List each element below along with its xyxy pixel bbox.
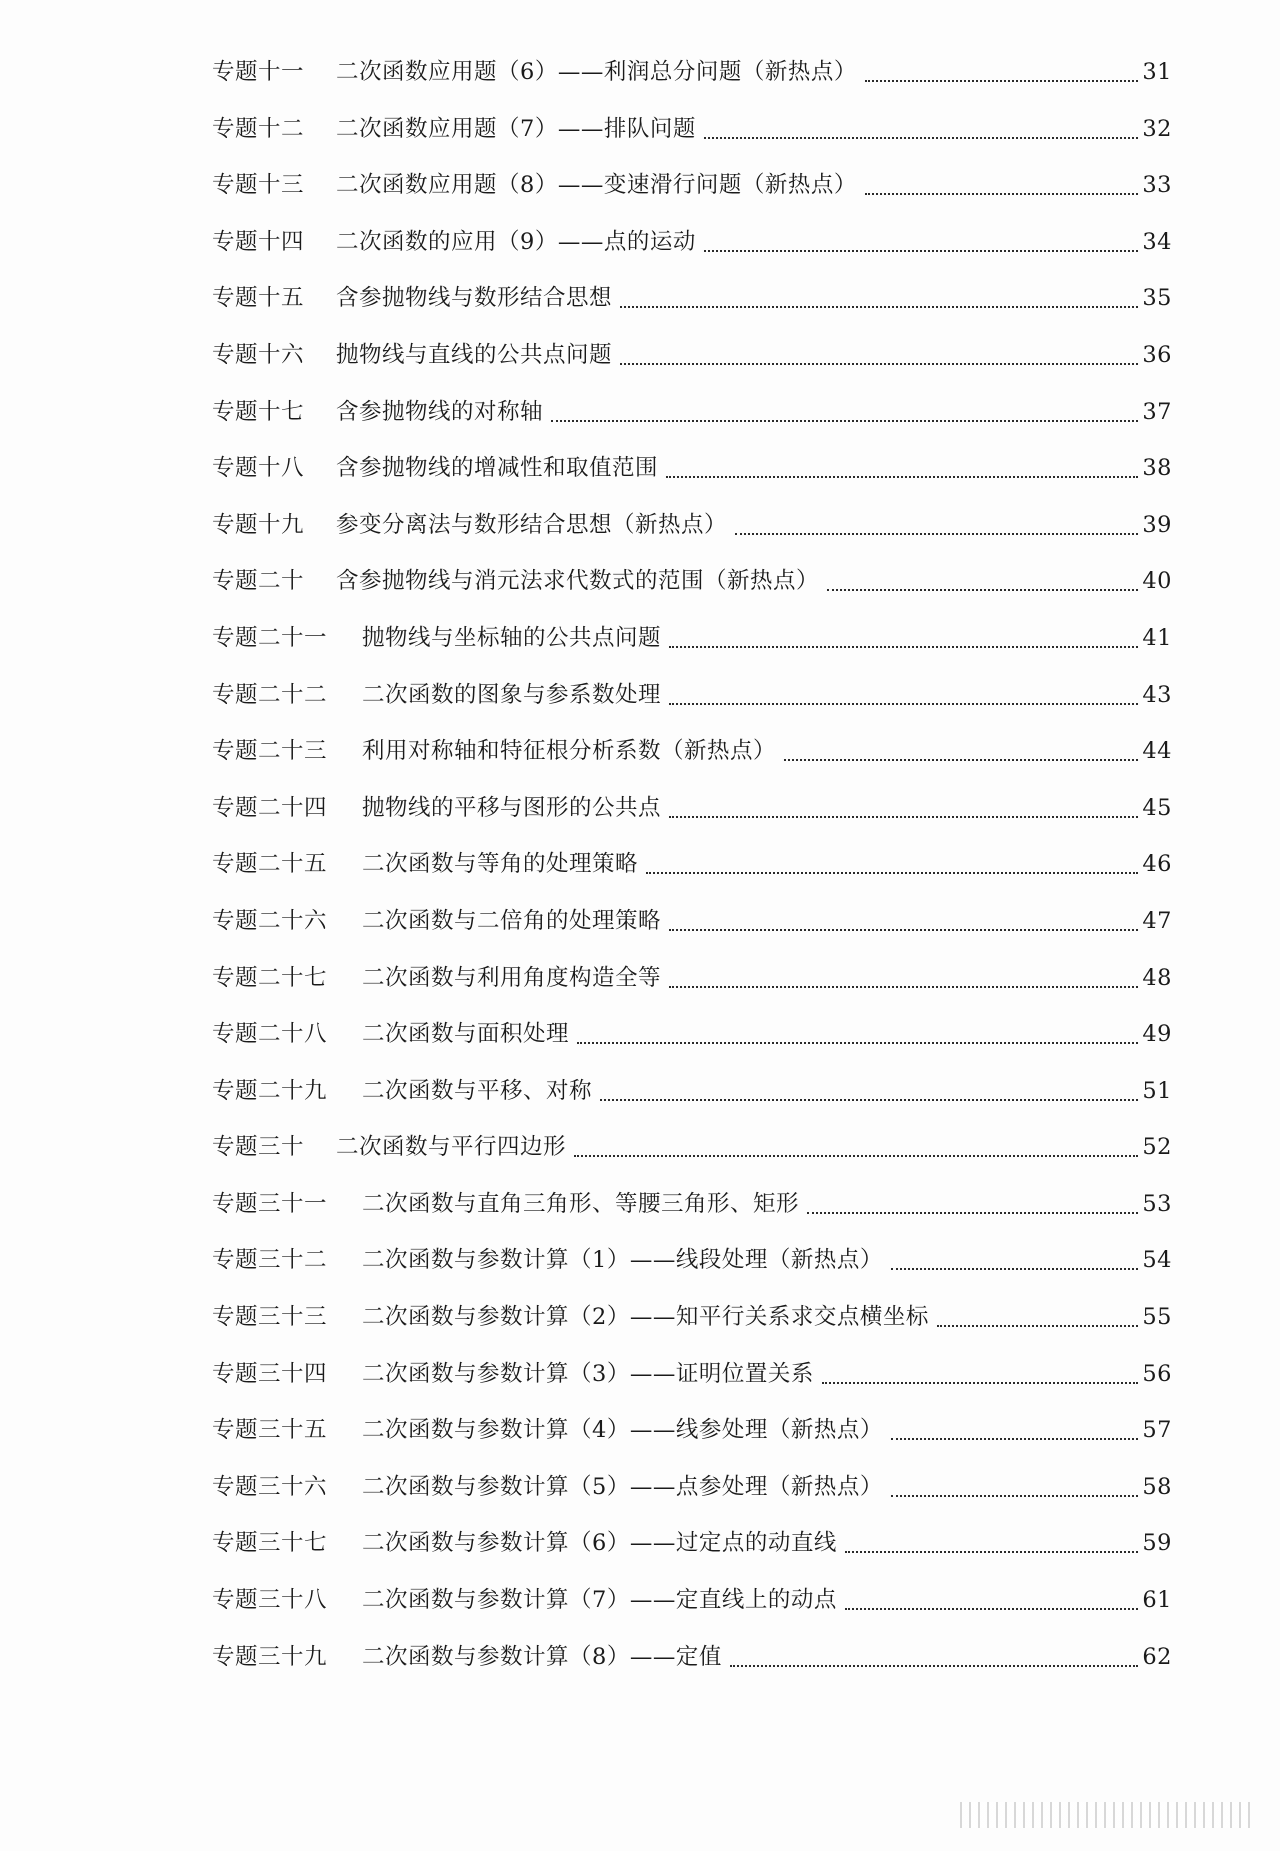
toc-dot-leader [669, 681, 1138, 705]
toc-entry-number: 专题三十二 [212, 1247, 328, 1274]
toc-dot-leader [577, 1020, 1138, 1044]
toc-entry-page-number: 61 [1142, 1587, 1172, 1614]
toc-entry [212, 794, 1172, 851]
toc-dot-leader [574, 1133, 1138, 1157]
toc-entry-number: 专题十四 [212, 228, 305, 255]
toc-entry-page-number: 56 [1142, 1360, 1172, 1387]
toc-dot-leader [827, 567, 1138, 591]
toc-entry-number: 专题二十四 [212, 794, 328, 821]
toc-entry-title: 二次函数与参数计算（4）——线参处理（新热点） [362, 1417, 883, 1444]
toc-entry-page-number: 38 [1142, 455, 1172, 482]
toc-entry-page-number: 45 [1142, 794, 1172, 821]
toc-entry [212, 1529, 1172, 1586]
toc-entry-page-number: 43 [1142, 681, 1172, 708]
toc-dot-leader [937, 1303, 1139, 1327]
toc-entry-title: 二次函数应用题（7）——排队问题 [336, 115, 696, 142]
toc-dot-leader [669, 907, 1138, 931]
toc-entry-page-number: 54 [1142, 1247, 1172, 1274]
toc-dot-leader [620, 284, 1138, 308]
toc-entry-number: 专题十六 [212, 341, 305, 368]
toc-entry-page-number: 32 [1142, 115, 1172, 142]
toc-dot-leader [784, 737, 1138, 761]
toc-entry-title: 含参抛物线的对称轴 [336, 398, 544, 425]
toc-entry-number: 专题三十七 [212, 1530, 328, 1557]
toc-entry-page-number: 51 [1142, 1077, 1172, 1104]
toc-entry [212, 1473, 1172, 1530]
toc-entry-title: 二次函数与参数计算（2）——知平行关系求交点横坐标 [362, 1304, 929, 1331]
toc-entry-title: 二次函数的应用（9）——点的运动 [336, 228, 696, 255]
toc-entry-number: 专题十五 [212, 285, 305, 312]
toc-entry-number: 专题二十 [212, 568, 305, 595]
toc-entry [212, 454, 1172, 511]
toc-entry [212, 398, 1172, 455]
toc-dot-leader [891, 1473, 1139, 1497]
table-of-contents [212, 58, 1172, 1699]
toc-dot-leader [845, 1529, 1139, 1553]
toc-entry-page-number: 35 [1142, 285, 1172, 312]
toc-entry-number: 专题十三 [212, 172, 305, 199]
toc-entry-title: 二次函数与参数计算（8）——定值 [362, 1643, 722, 1670]
toc-dot-leader [735, 511, 1138, 535]
toc-entry-title: 含参抛物线的增减性和取值范围 [336, 455, 659, 482]
toc-entry-page-number: 62 [1142, 1643, 1172, 1670]
toc-entry [212, 1190, 1172, 1247]
toc-entry-title: 二次函数与等角的处理策略 [362, 851, 639, 878]
toc-entry [212, 511, 1172, 568]
toc-entry [212, 850, 1172, 907]
toc-entry-number: 专题二十七 [212, 964, 328, 991]
toc-entry [212, 1416, 1172, 1473]
toc-entry-title: 二次函数与参数计算（3）——证明位置关系 [362, 1360, 814, 1387]
toc-entry-number: 专题三十三 [212, 1304, 328, 1331]
toc-entry-title: 二次函数应用题（8）——变速滑行问题（新热点） [336, 172, 857, 199]
toc-entry-page-number: 46 [1142, 851, 1172, 878]
toc-dot-leader [600, 1077, 1138, 1101]
toc-entry-title: 含参抛物线与消元法求代数式的范围（新热点） [336, 568, 820, 595]
toc-entry [212, 1077, 1172, 1134]
toc-entry-title: 二次函数与平移、对称 [362, 1077, 593, 1104]
toc-dot-leader [891, 1246, 1139, 1270]
toc-entry-number: 专题二十五 [212, 851, 328, 878]
toc-entry-title: 二次函数与参数计算（7）——定直线上的动点 [362, 1587, 837, 1614]
toc-dot-leader [865, 58, 1139, 82]
toc-entry-number: 专题十二 [212, 115, 305, 142]
toc-entry-title: 参变分离法与数形结合思想（新热点） [336, 511, 728, 538]
toc-entry-title: 二次函数与面积处理 [362, 1021, 570, 1048]
toc-entry [212, 171, 1172, 228]
toc-entry-number: 专题三十一 [212, 1190, 328, 1217]
toc-dot-leader [669, 624, 1138, 648]
toc-entry [212, 284, 1172, 341]
toc-entry-title: 二次函数与利用角度构造全等 [362, 964, 662, 991]
toc-entry-page-number: 31 [1142, 59, 1172, 85]
toc-entry-title: 利用对称轴和特征根分析系数（新热点） [362, 738, 777, 765]
toc-entry [212, 964, 1172, 1021]
toc-entry-number: 专题二十二 [212, 681, 328, 708]
toc-entry [212, 58, 1172, 115]
toc-entry-number: 专题三十九 [212, 1643, 328, 1670]
toc-entry-title: 二次函数应用题（6）——利润总分问题（新热点） [336, 59, 857, 85]
toc-entry-number: 专题三十 [212, 1134, 305, 1161]
toc-dot-leader [666, 454, 1138, 478]
toc-entry [212, 1020, 1172, 1077]
toc-entry-page-number: 48 [1142, 964, 1172, 991]
toc-dot-leader [704, 228, 1139, 252]
toc-entry-title: 二次函数与直角三角形、等腰三角形、矩形 [362, 1190, 800, 1217]
toc-entry-number: 专题三十四 [212, 1360, 328, 1387]
toc-entry-page-number: 52 [1142, 1134, 1172, 1161]
toc-dot-leader [551, 398, 1138, 422]
toc-entry-number: 专题三十八 [212, 1587, 328, 1614]
toc-entry [212, 624, 1172, 681]
toc-entry-number: 专题三十六 [212, 1473, 328, 1500]
toc-entry-title: 二次函数与参数计算（5）——点参处理（新热点） [362, 1473, 883, 1500]
toc-entry-number: 专题二十三 [212, 738, 328, 765]
toc-entry-number: 专题十八 [212, 455, 305, 482]
toc-dot-leader [704, 115, 1139, 139]
toc-entry [212, 681, 1172, 738]
toc-entry-page-number: 37 [1142, 398, 1172, 425]
toc-entry-number: 专题十九 [212, 511, 305, 538]
toc-entry [212, 341, 1172, 398]
toc-dot-leader [669, 964, 1138, 988]
toc-entry-title: 抛物线与坐标轴的公共点问题 [362, 624, 662, 651]
toc-entry-number: 专题二十一 [212, 624, 328, 651]
toc-entry [212, 1643, 1172, 1700]
toc-entry-page-number: 33 [1142, 172, 1172, 199]
toc-entry-title: 抛物线与直线的公共点问题 [336, 341, 613, 368]
toc-entry-page-number: 34 [1142, 228, 1172, 255]
toc-entry [212, 737, 1172, 794]
toc-entry [212, 1586, 1172, 1643]
toc-entry [212, 1246, 1172, 1303]
toc-entry-page-number: 57 [1142, 1417, 1172, 1444]
toc-entry [212, 907, 1172, 964]
toc-entry-page-number: 41 [1142, 624, 1172, 651]
toc-dot-leader [822, 1360, 1139, 1384]
toc-entry-number: 专题十七 [212, 398, 305, 425]
toc-entry-number: 专题二十九 [212, 1077, 328, 1104]
scan-artifact-stripe [960, 1802, 1250, 1828]
toc-entry [212, 1133, 1172, 1190]
toc-entry [212, 567, 1172, 624]
toc-entry-title: 抛物线的平移与图形的公共点 [362, 794, 662, 821]
toc-entry [212, 115, 1172, 172]
toc-dot-leader [865, 171, 1139, 195]
toc-entry-page-number: 58 [1142, 1473, 1172, 1500]
toc-entry-title: 二次函数与二倍角的处理策略 [362, 907, 662, 934]
toc-entry-page-number: 59 [1142, 1530, 1172, 1557]
toc-dot-leader [646, 850, 1138, 874]
toc-dot-leader [620, 341, 1138, 365]
toc-entry [212, 1360, 1172, 1417]
toc-dot-leader [845, 1586, 1139, 1610]
toc-entry-page-number: 55 [1142, 1304, 1172, 1331]
toc-entry-number: 专题二十八 [212, 1021, 328, 1048]
toc-entry-title: 二次函数与参数计算（6）——过定点的动直线 [362, 1530, 837, 1557]
toc-entry-page-number: 40 [1142, 568, 1172, 595]
toc-dot-leader [807, 1190, 1138, 1214]
toc-entry-page-number: 39 [1142, 511, 1172, 538]
toc-entry [212, 228, 1172, 285]
toc-entry-title: 二次函数与参数计算（1）——线段处理（新热点） [362, 1247, 883, 1274]
toc-entry-page-number: 44 [1142, 738, 1172, 765]
toc-entry-page-number: 36 [1142, 341, 1172, 368]
toc-entry-number: 专题三十五 [212, 1417, 328, 1444]
toc-entry-number: 专题二十六 [212, 907, 328, 934]
toc-entry-title: 二次函数的图象与参系数处理 [362, 681, 662, 708]
toc-entry-page-number: 47 [1142, 907, 1172, 934]
toc-entry [212, 1303, 1172, 1360]
toc-dot-leader [730, 1643, 1139, 1667]
toc-entry-page-number: 49 [1142, 1021, 1172, 1048]
toc-entry-page-number: 53 [1142, 1190, 1172, 1217]
toc-entry-title: 二次函数与平行四边形 [336, 1134, 567, 1161]
toc-entry-number: 专题十一 [212, 59, 305, 85]
toc-entry-title: 含参抛物线与数形结合思想 [336, 285, 613, 312]
toc-dot-leader [669, 794, 1138, 818]
toc-dot-leader [891, 1416, 1139, 1440]
